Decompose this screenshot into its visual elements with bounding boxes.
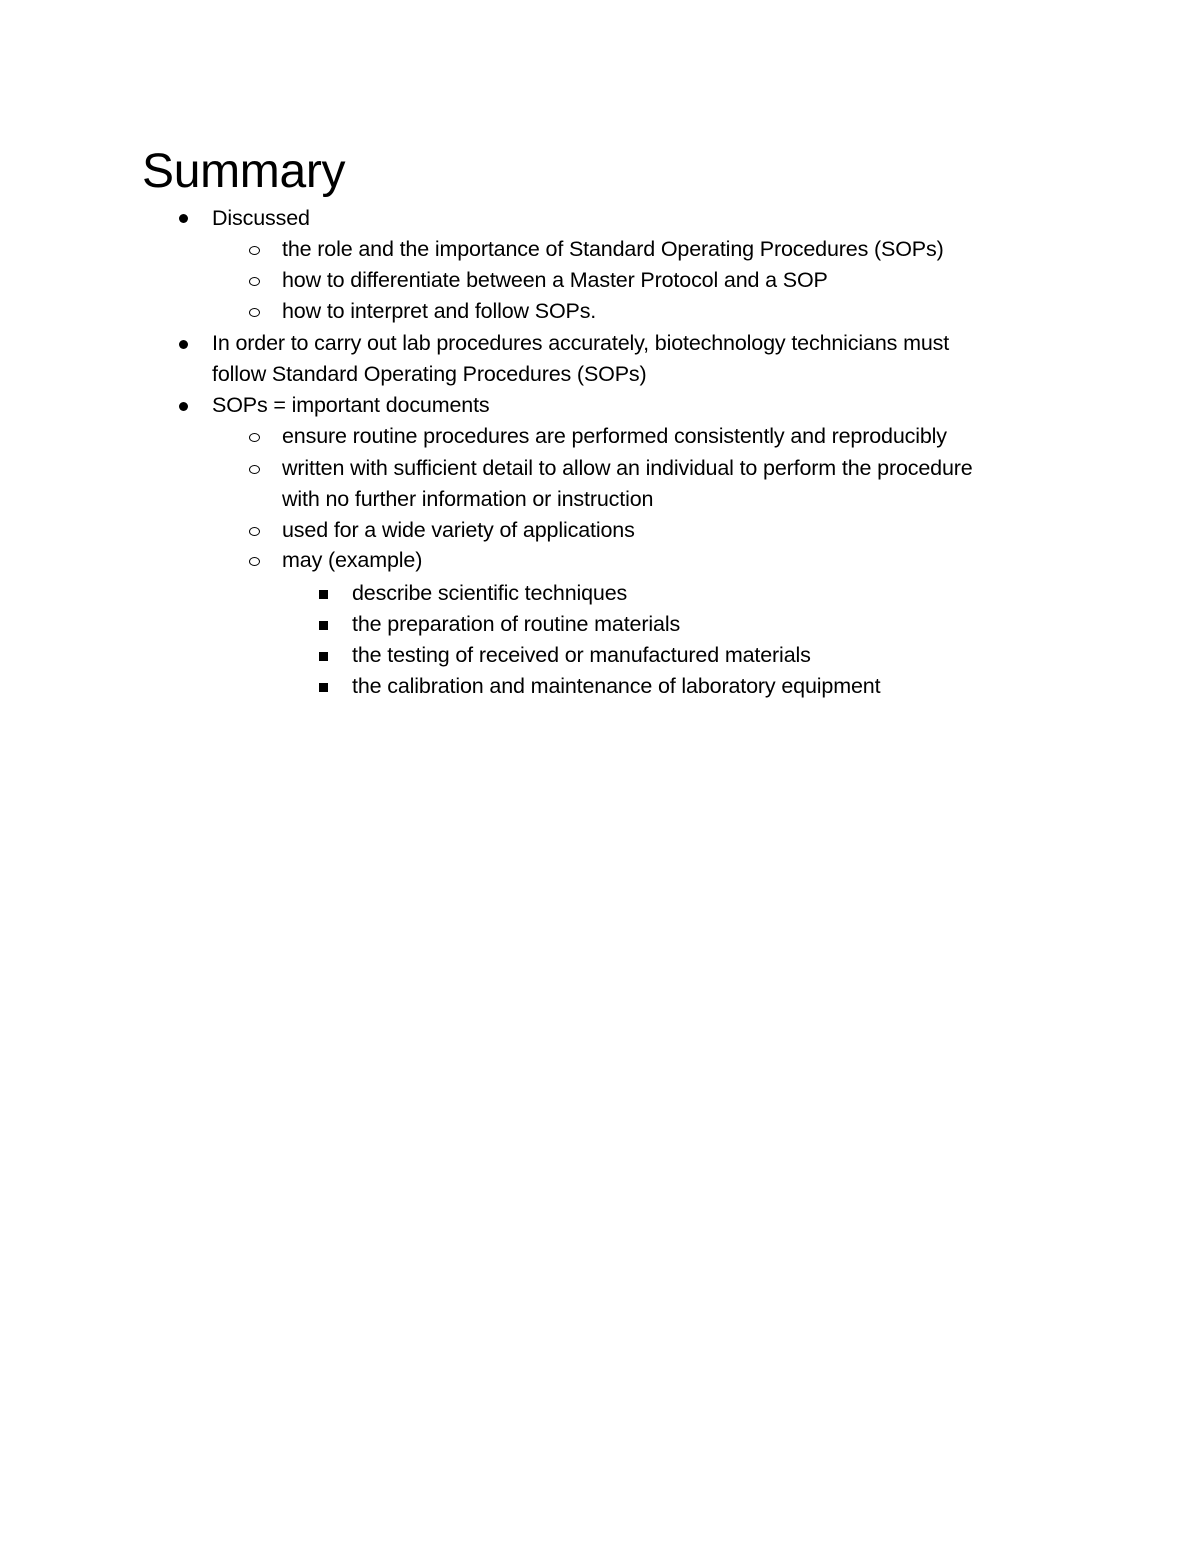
bullet-square-icon [319, 683, 328, 692]
sub-item-written-detail-line1: written with sufficient detail to allow an individual to perform the procedure [282, 456, 973, 480]
sub-item-may-example: may (example) [282, 548, 423, 572]
page-title: Summary [142, 145, 346, 198]
sub-sub-item-preparation: the preparation of routine materials [352, 612, 681, 636]
sub-item-wide-variety: used for a wide variety of applications [282, 518, 635, 542]
bullet-square-icon [319, 590, 328, 599]
list-item-lab-procedures-line1: In order to carry out lab procedures accurately, biotechnology technicians must [212, 331, 950, 355]
bullet-circle-icon [249, 433, 260, 442]
bullet-disc-icon [179, 340, 188, 349]
sub-item-written-detail-line2: with no further information or instruction [282, 487, 654, 511]
sub-item-interpret: how to interpret and follow SOPs. [282, 299, 597, 323]
list-item-discussed: Discussed [212, 206, 310, 230]
sub-item-differentiate: how to differentiate between a Master Protocol and a SOP [282, 268, 828, 292]
bullet-circle-icon [249, 465, 260, 474]
bullet-square-icon [319, 621, 328, 630]
sub-item-ensure-routine: ensure routine procedures are performed consistently and reproducibly [282, 424, 947, 448]
sub-sub-item-calibration: the calibration and maintenance of laboratory equipment [352, 674, 881, 698]
bullet-circle-icon [249, 308, 260, 317]
bullet-disc-icon [179, 214, 188, 223]
sub-sub-item-scientific-techniques: describe scientific techniques [352, 581, 628, 605]
bullet-disc-icon [179, 402, 188, 411]
list-item-lab-procedures-line2: follow Standard Operating Procedures (SOPs) [212, 362, 647, 386]
bullet-square-icon [319, 652, 328, 661]
bullet-circle-icon [249, 527, 260, 536]
list-item-sops-important: SOPs = important documents [212, 393, 490, 417]
bullet-circle-icon [249, 557, 260, 566]
bullet-circle-icon [249, 246, 260, 255]
bullet-circle-icon [249, 277, 260, 286]
sub-sub-item-testing: the testing of received or manufactured materials [352, 643, 811, 667]
sub-item-role-importance: the role and the importance of Standard Operating Procedures (SOPs) [282, 237, 944, 261]
